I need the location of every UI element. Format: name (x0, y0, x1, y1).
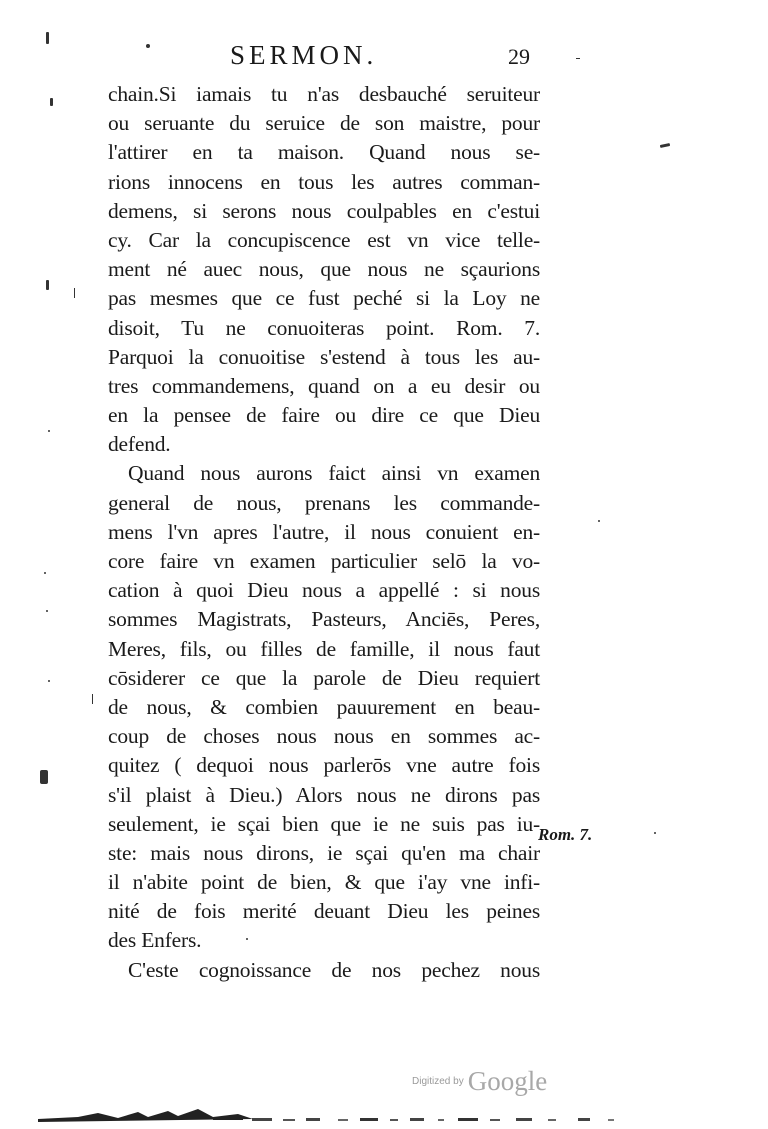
scan-speck (654, 832, 656, 834)
digitized-by-label: Digitized by (412, 1076, 464, 1087)
scan-speck (598, 520, 600, 522)
scan-speck (40, 770, 48, 784)
scan-speck (48, 430, 50, 432)
text-line: s'il plaist à Dieu.) Alors nous ne dirons pas (108, 782, 540, 807)
text-line: nité de fois merité deuant Dieu les peines (108, 899, 540, 924)
text-line: Parquoi la conuoitise s'estend à tous les au- (108, 344, 540, 369)
scan-speck (246, 938, 248, 940)
text-line: cation à quoi Dieu nous a appellé : si nous (108, 578, 540, 603)
text-line: mens l'vn apres l'autre, il nous conuient en- (108, 519, 540, 544)
text-line: Meres, fils, ou filles de famille, il nous faut (108, 636, 540, 661)
text-line: general de nous, prenans les commande- (108, 490, 540, 515)
scan-speck (46, 610, 48, 612)
text-line: pas mesmes que ce fust peché si la Loy ne (108, 286, 540, 311)
scan-speck (48, 680, 50, 682)
text-line: rions innocens en tous les autres comman- (108, 169, 540, 194)
text-line: C'este cognoissance de nos pechez nous (128, 957, 540, 982)
text-line: demens, si serons nous coulpables en c'estui (108, 198, 540, 223)
text-line: core faire vn examen particulier selō la vo- (108, 549, 540, 573)
digitized-by-google-watermark (412, 1066, 547, 1097)
google-logo-text: Google (467, 1066, 548, 1096)
text-line: tres commandemens, quand on a eu desir ou (108, 373, 540, 398)
text-line: cōsiderer ce que la parole de Dieu requiert (108, 665, 540, 690)
text-line: sommes Magistrats, Pasteurs, Anciēs, Peres, (108, 607, 540, 632)
scanned-page-edge (38, 1103, 678, 1125)
text-line: en la pensee de faire ou dire ce que Dieu (108, 403, 540, 428)
text-line: cy. Car la concupiscence est vn vice telle- (108, 227, 540, 252)
scan-speck (50, 98, 53, 106)
text-line: quitez ( dequoi nous parlerōs vne autre fois (108, 753, 540, 778)
scan-speck (74, 288, 75, 298)
text-line: des Enfers. (108, 928, 202, 953)
text-line: Quand nous aurons faict ainsi vn examen (128, 461, 540, 486)
text-line: ment né auec nous, que nous ne sçaurions (108, 257, 540, 282)
text-line: defend. (108, 432, 171, 457)
margin-note: Rom. 7. (538, 825, 593, 844)
text-line: coup de choses nous nous en sommes ac- (108, 724, 540, 749)
text-line: il n'abite point de bien, & que i'ay vne infi- (108, 870, 540, 895)
page-number: 29 (508, 44, 530, 69)
running-head: SERMON. (230, 40, 378, 70)
scan-speck (660, 143, 670, 148)
scan-speck (576, 58, 580, 59)
body-text (108, 80, 540, 985)
text-line: chain.Si iamais tu n'as desbauché seruiteur (108, 82, 540, 106)
scan-speck (92, 694, 93, 704)
scan-speck (44, 572, 46, 574)
text-line: seulement, ie sçai bien que ie ne suis pas iu- (108, 811, 540, 836)
text-line: ou seruante du seruice de son maistre, pour (108, 111, 540, 136)
text-line: disoit, Tu ne conuoiteras point. Rom. 7. (108, 315, 540, 340)
text-line: de nous, & combien pauurement en beau- (108, 694, 540, 719)
scan-speck (46, 32, 49, 44)
scan-speck (46, 280, 49, 290)
scan-speck (146, 44, 150, 48)
text-line: l'attirer en ta maison. Quand nous se- (108, 140, 540, 165)
text-line: ste: mais nous dirons, ie sçai qu'en ma chair (108, 840, 540, 865)
